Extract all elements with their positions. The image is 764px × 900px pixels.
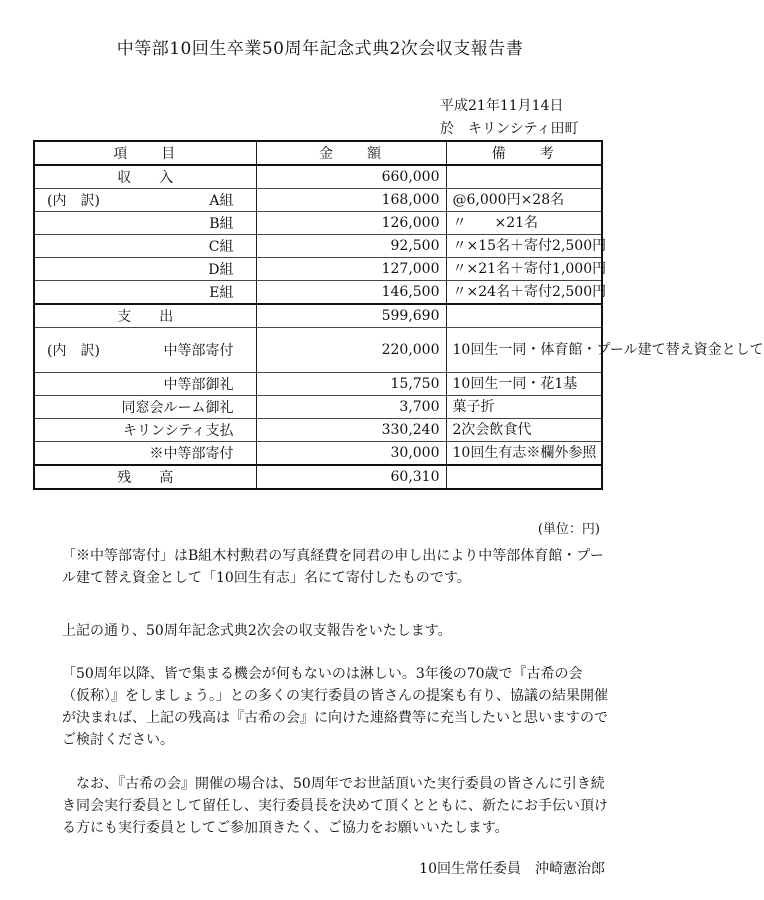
table-row	[34, 212, 602, 235]
item-label: キリンシティ支払	[122, 423, 234, 439]
item-cell	[34, 304, 256, 328]
item-breakdown-label: (内 訳)	[47, 343, 100, 359]
table-row	[34, 281, 602, 305]
table-header-row	[34, 141, 602, 165]
note-cell: 10回生一同・体育館・プール建て替え資金として	[446, 328, 602, 373]
note-cell: 〃×21名＋寄付1,000円	[446, 258, 602, 281]
table-row	[34, 328, 602, 373]
amount-cell: 60,310	[256, 465, 446, 489]
item-label: 同窓会ルーム御礼	[121, 400, 234, 416]
item-cell	[34, 373, 256, 396]
item-cell	[34, 165, 256, 189]
amount-cell: 220,000	[256, 328, 446, 373]
amount-cell: 330,240	[256, 419, 446, 442]
item-label: ※中等部寄付	[149, 446, 234, 462]
table-row	[34, 373, 602, 396]
header-amount: 金 額	[256, 141, 446, 165]
item-label: B組	[209, 216, 234, 232]
note-cell	[446, 465, 602, 489]
item-cell	[34, 465, 256, 489]
table-row	[34, 165, 602, 189]
amount-cell: 15,750	[256, 373, 446, 396]
item-label: E組	[209, 285, 234, 301]
note-cell	[446, 304, 602, 328]
amount-cell: 146,500	[256, 281, 446, 305]
note-cell: @6,000円×28名	[446, 189, 602, 212]
item-cell	[34, 442, 256, 466]
section-label: 支 出	[117, 309, 174, 325]
table-row	[34, 258, 602, 281]
item-label: 中等部御礼	[163, 377, 234, 393]
item-label: 中等部寄付	[163, 343, 234, 359]
table-row	[34, 235, 602, 258]
table-row	[34, 442, 602, 466]
item-cell	[34, 328, 256, 373]
note-cell: 2次会飲食代	[446, 419, 602, 442]
amount-cell: 660,000	[256, 165, 446, 189]
proposal-paragraph: 「50周年以降、皆で集まる機会が何もないのは淋しい。3年後の70歳で『古希の会（仮称）』をしましょう。」との多くの実行委員の皆さんの提案も有り、協議の結果開催が決まれば、上記の残高は『古希の会』に向けた連絡費等に充当したいと思いますのでご検討ください。	[62, 666, 608, 748]
note-cell: 〃 ×21名	[446, 212, 602, 235]
note-cell: 10回生有志※欄外参照	[446, 442, 602, 466]
item-cell	[34, 212, 256, 235]
note-cell: 菓子折	[446, 396, 602, 419]
amount-cell: 126,000	[256, 212, 446, 235]
item-cell	[34, 419, 256, 442]
item-cell	[34, 235, 256, 258]
request-paragraph: なお、『古希の会』開催の場合は、50周年でお世話頂いた実行委員の皆さんに引き続き同会実行委員として留任し、実行委員長を決めて頂くとともに、新たにお手伝い頂ける方にも実行委員としてご参加頂きたく、ご協力をお願いいたします。	[62, 776, 608, 836]
amount-cell: 3,700	[256, 396, 446, 419]
amount-cell: 92,500	[256, 235, 446, 258]
item-cell	[34, 281, 256, 305]
item-label: D組	[208, 262, 234, 278]
footnote-paragraph: 「※中等部寄付」はB組木村勲君の写真経費を同君の申し出により中等部体育館・プール建て替え資金として「10回生有志」名にて寄付したものです。	[62, 548, 604, 586]
item-label: A組	[209, 193, 234, 209]
table-row	[34, 396, 602, 419]
note-cell: 〃×24名＋寄付2,500円	[446, 281, 602, 305]
document-title: 中等部10回生卒業50周年記念式典2次会収支報告書	[116, 39, 524, 59]
item-cell	[34, 189, 256, 212]
item-cell	[34, 396, 256, 419]
item-cell	[34, 258, 256, 281]
table-row	[34, 189, 602, 212]
header-item: 項 目	[34, 141, 256, 165]
amount-cell: 127,000	[256, 258, 446, 281]
signature: 10回生常任委員 沖崎憲治郎	[419, 861, 605, 877]
amount-cell: 30,000	[256, 442, 446, 466]
table-row	[34, 304, 602, 328]
table-row	[34, 465, 602, 489]
note-cell: 〃×15名＋寄付2,500円	[446, 235, 602, 258]
summary-paragraph: 上記の通り、50周年記念式典2次会の収支報告をいたします。	[62, 623, 452, 639]
table-row	[34, 419, 602, 442]
item-breakdown-label: (内 訳)	[47, 193, 100, 209]
section-label: 残 高	[117, 470, 174, 486]
header-note: 備 考	[446, 141, 602, 165]
amount-cell: 168,000	[256, 189, 446, 212]
income-expense-table	[33, 140, 764, 490]
amount-cell: 599,690	[256, 304, 446, 328]
report-date: 平成21年11月14日	[440, 98, 564, 114]
report-venue: 於 キリンシティ田町	[440, 121, 579, 137]
item-label: C組	[208, 239, 234, 255]
section-label: 収 入	[117, 170, 174, 186]
note-cell: 10回生一同・花1基	[446, 373, 602, 396]
unit-label: (単位：円)	[537, 522, 600, 537]
note-cell	[446, 165, 602, 189]
